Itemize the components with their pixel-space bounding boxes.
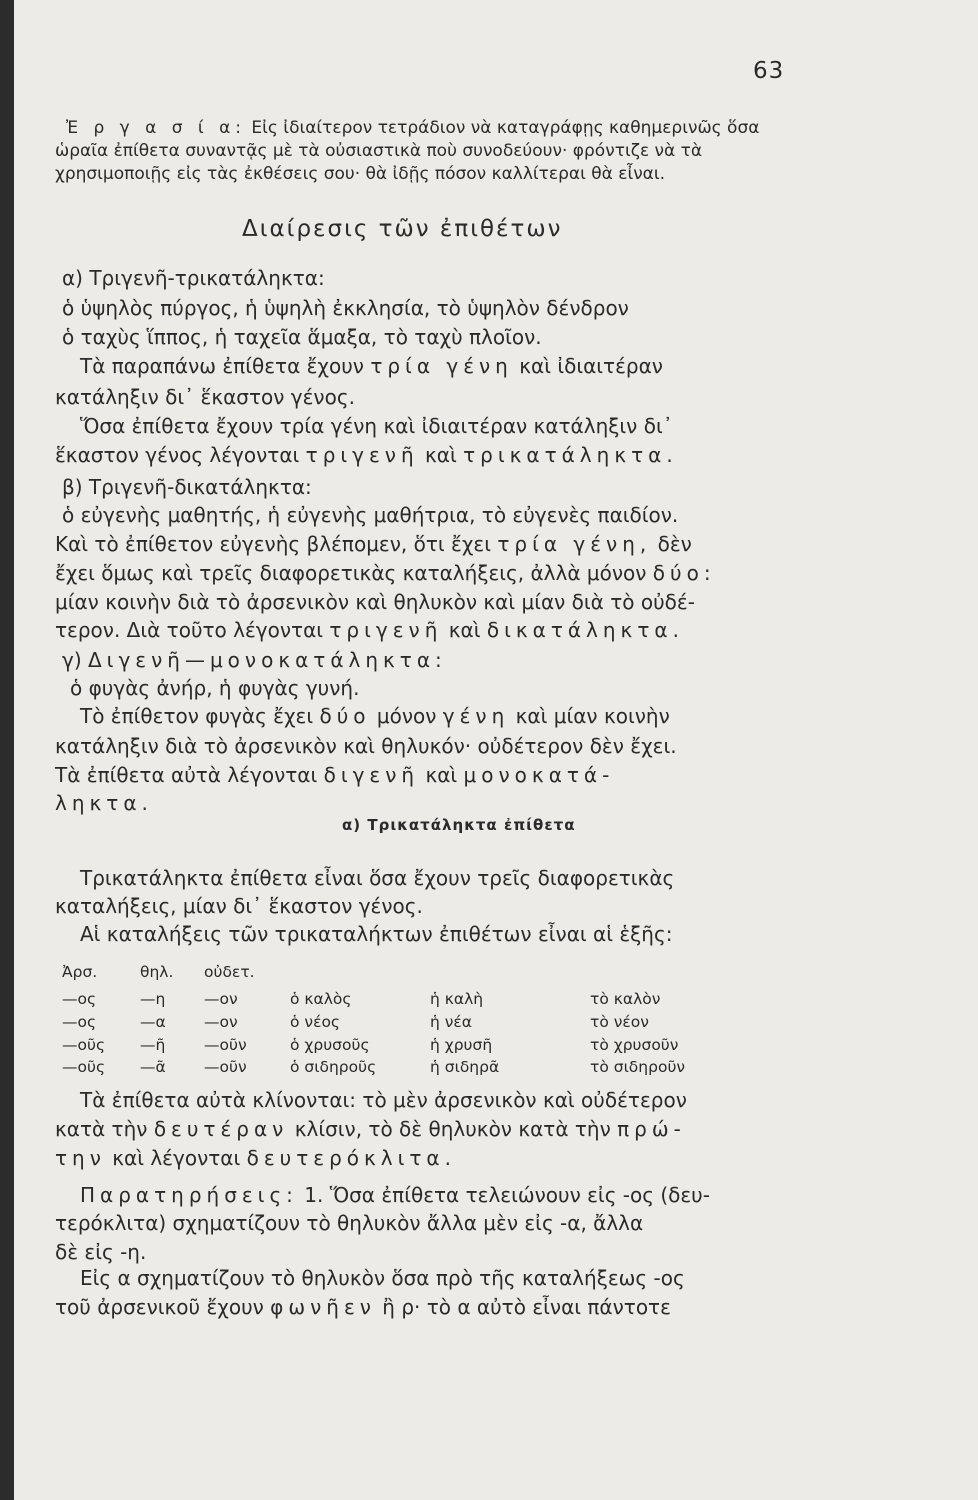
text-line	[62, 650, 447, 670]
text-line	[80, 868, 674, 888]
text-line	[55, 1242, 146, 1262]
table-header-neut: οὐδετ.	[204, 963, 255, 981]
text-run: τοῦ ἀρσενικοῦ ἔχουν	[55, 1295, 271, 1319]
text-run: κατάληξιν δι᾽ ἕκαστον γένος.	[55, 385, 355, 409]
text-line	[80, 1268, 685, 1288]
text-run: κατὰ τὴν	[55, 1117, 154, 1141]
text-run: δὲν	[651, 532, 692, 556]
text-run: ὁ εὐγενὴς μαθητής, ἡ εὐγενὴς μαθήτρια, τὸ εὐγενὲς παιδίον.	[62, 503, 679, 527]
spaced-emphasis: Παρατηρήσεις:	[80, 1183, 298, 1207]
text-run: Τὰ ἐπίθετα αὐτὰ λέγονται	[55, 763, 324, 787]
text-line	[80, 416, 673, 436]
spaced-emphasis: δικατάληκτα.	[486, 618, 684, 642]
table-example-cell: ὁ σιδηροῦς	[290, 1058, 377, 1076]
text-line	[55, 1297, 671, 1317]
table-ending-cell: —ος	[62, 1013, 97, 1031]
text-run: ἔχει ὅμως καὶ τρεῖς διαφορετικὰς καταλήξεις, ἀλλὰ μόνον	[55, 561, 653, 585]
section-heading: Διαίρεσις τῶν ἐπιθέτων	[242, 216, 563, 242]
text-run: Ὅσα ἐπίθετα ἔχουν τρία γένη καὶ ἰδιαιτέραν κατάληξιν δι᾽	[80, 414, 673, 438]
table-ending-cell: —οῦν	[204, 1036, 247, 1054]
text-line	[80, 706, 670, 726]
table-ending-cell: —οῦς	[62, 1036, 106, 1054]
text-line	[80, 356, 663, 376]
page-number: 63	[753, 58, 785, 84]
text-line	[70, 678, 359, 698]
text-run: Αἱ καταλήξεις τῶν τρικαταλήκτων ἐπιθέτων εἶναι αἱ ἑξῆς:	[80, 922, 673, 946]
spaced-emphasis: τριγενῆ	[329, 618, 443, 642]
text-run: τερον. Διὰ τοῦτο λέγονται	[55, 618, 330, 642]
spaced-emphasis: δευτερόκλιτα.	[246, 1146, 456, 1170]
text-line	[62, 505, 678, 525]
spaced-emphasis: μονοκατά-	[463, 763, 615, 787]
spaced-emphasis: τρία γένη	[370, 354, 513, 378]
spaced-emphasis: φωνῆεν	[270, 1295, 376, 1319]
spaced-emphasis: δύο:	[652, 561, 716, 585]
text-line	[55, 534, 692, 554]
text-run: τερόκλιτα) σχηματίζουν τὸ θηλυκὸν ἄλλα μὲν εἰς -α, ἄλλα	[55, 1211, 644, 1235]
text-run: καταλήξεις, μίαν δι᾽ ἕκαστον γένος.	[55, 894, 423, 918]
text-run: κατάληξιν διὰ τὸ ἀρσενικὸν καὶ θηλυκόν· οὐδέτερον δὲν ἔχει.	[55, 734, 677, 758]
subheading: α) Τρικατάληκτα ἐπίθετα	[342, 816, 576, 834]
text-line	[80, 1185, 710, 1205]
spaced-emphasis: δευτέραν	[153, 1117, 289, 1141]
table-header-fem: θηλ.	[140, 963, 174, 981]
table-example-cell: ἡ χρυσῆ	[430, 1036, 493, 1054]
text-run: β) Τριγενῆ-δικατάληκτα:	[62, 475, 312, 499]
text-run: καὶ ἰδιαιτέραν	[512, 354, 663, 378]
table-ending-cell: —ῆ	[140, 1036, 166, 1054]
text-line	[55, 445, 678, 465]
text-line	[55, 896, 423, 916]
table-example-cell: ἡ καλὴ	[430, 990, 484, 1008]
text-run: καὶ	[418, 443, 464, 467]
spaced-emphasis: ληκτα.	[55, 791, 153, 815]
spaced-emphasis: γένη	[442, 704, 510, 728]
text-run: Εἰς α σχηματίζουν τὸ θηλυκὸν ὅσα πρὸ τῆς καταλήξεως -ος	[80, 1266, 685, 1290]
exercise-line: ὡραῖα ἐπίθετα συναντᾷς μὲ τὰ οὐσιαστικὰ ποὺ συνοδεύουν· φρόντιζε νὰ τὰ	[55, 141, 703, 161]
exercise-label: Ἐ ρ γ α σ ί α:	[66, 118, 247, 138]
table-example-cell: ὁ καλὸς	[290, 990, 352, 1008]
text-run: Τὰ ἐπίθετα αὐτὰ κλίνονται: τὸ μὲν ἀρσενικὸν καὶ οὐδέτερον	[80, 1088, 687, 1112]
text-run: Τρικατάληκτα ἐπίθετα εἶναι ὅσα ἔχουν τρεῖς διαφορετικὰς	[80, 866, 675, 890]
text-run: Καὶ τὸ ἐπίθετον εὐγενὴς βλέπομεν, ὅτι ἔχει	[55, 532, 498, 556]
table-example-cell: τὸ χρυσοῦν	[590, 1036, 679, 1054]
text-run: καὶ	[419, 763, 464, 787]
text-run: α) Τριγενῆ-τρικατάληκτα:	[62, 266, 325, 290]
text-run: ὁ φυγὰς ἀνήρ, ἡ φυγὰς γυνή.	[70, 676, 360, 700]
text-line	[55, 765, 614, 785]
text-run: μίαν κοινὴν διὰ τὸ ἀρσενικὸν καὶ θηλυκὸν καὶ μίαν διὰ τὸ οὐδέ-	[55, 590, 695, 614]
table-header-masc: Ἀρσ.	[62, 963, 98, 981]
text-run: καὶ	[442, 618, 487, 642]
text-run: ἢ ρ· τὸ α αὐτὸ εἶναι πάντοτε	[375, 1295, 671, 1319]
text-line	[55, 1119, 686, 1139]
text-line	[55, 563, 716, 583]
spaced-emphasis: τρικατάληκτα.	[463, 443, 678, 467]
spaced-emphasis: τριγενῆ	[305, 443, 419, 467]
text-run: ὁ ὑψηλὸς πύργος, ἡ ὑψηλὴ ἐκκλησία, τὸ ὑψηλὸν δένδρον	[62, 296, 629, 320]
text-line	[55, 1213, 643, 1233]
text-run: Τὰ παραπάνω ἐπίθετα ἔχουν	[80, 354, 371, 378]
text-run: ὁ ταχὺς ἵππος, ἡ ταχεῖα ἅμαξα, τὸ ταχὺ πλοῖον.	[62, 325, 542, 349]
page-edge-shadow	[0, 0, 14, 1500]
text-line	[80, 924, 672, 944]
table-ending-cell: —ᾶ	[140, 1058, 166, 1076]
text-run: κλίσιν, τὸ δὲ θηλυκὸν κατὰ τὴν	[288, 1117, 618, 1141]
text-line	[80, 1090, 687, 1110]
text-line	[62, 327, 542, 347]
text-run: καὶ λέγονται	[105, 1146, 247, 1170]
spaced-emphasis: την	[55, 1146, 106, 1170]
table-example-cell: τὸ καλὸν	[590, 990, 661, 1008]
table-ending-cell: —η	[140, 990, 166, 1008]
table-example-cell: ὁ χρυσοῦς	[290, 1036, 370, 1054]
table-ending-cell: —ον	[204, 990, 238, 1008]
text-line	[55, 736, 677, 756]
table-example-cell: ὁ νέος	[290, 1013, 341, 1031]
table-example-cell: τὸ νέον	[590, 1013, 649, 1031]
table-ending-cell: —α	[140, 1013, 166, 1031]
text-run: Τὸ ἐπίθετον φυγὰς ἔχει	[80, 704, 320, 728]
spaced-emphasis: διγενῆ	[323, 763, 420, 787]
text-line	[55, 387, 355, 407]
spaced-emphasis: Διγενῆ—μονοκατάληκτα:	[88, 648, 447, 672]
table-ending-cell: —ος	[62, 990, 97, 1008]
spaced-emphasis: δύο	[319, 704, 371, 728]
spaced-emphasis: πρώ-	[617, 1117, 686, 1141]
table-ending-cell: —οῦν	[204, 1058, 247, 1076]
text-line	[55, 1148, 456, 1168]
text-line	[62, 477, 312, 497]
text-run: καὶ μίαν κοινὴν	[509, 704, 670, 728]
exercise-line: Ἐ ρ γ α σ ί α: Εἰς ἰδιαίτερον τετράδιον νὰ καταγράφῃς καθημερινῶς ὅσα	[66, 118, 760, 138]
text-run: γ)	[62, 648, 88, 672]
text-run: μόνον	[370, 704, 443, 728]
text-line	[62, 298, 629, 318]
text-line	[55, 793, 153, 813]
text-run: 1. Ὅσα ἐπίθετα τελειώνουν εἰς -ος (δευ-	[297, 1183, 710, 1207]
table-example-cell: ἡ σιδηρᾶ	[430, 1058, 500, 1076]
exercise-line: χρησιμοποιῇς εἰς τὰς ἐκθέσεις σου· θὰ ἰδῇς πόσον καλλίτεραι θὰ εἶναι.	[55, 164, 666, 184]
spaced-emphasis: τρία γένη,	[497, 532, 652, 556]
table-example-cell: τὸ σιδηροῦν	[590, 1058, 686, 1076]
text-line	[62, 268, 325, 288]
text-line	[55, 592, 695, 612]
text-run: ἕκαστον γένος λέγονται	[55, 443, 306, 467]
table-ending-cell: —ον	[204, 1013, 238, 1031]
table-ending-cell: —οῦς	[62, 1058, 106, 1076]
text-line	[55, 620, 684, 640]
table-example-cell: ἡ νέα	[430, 1013, 473, 1031]
text-run: δὲ εἰς -η.	[55, 1240, 147, 1264]
